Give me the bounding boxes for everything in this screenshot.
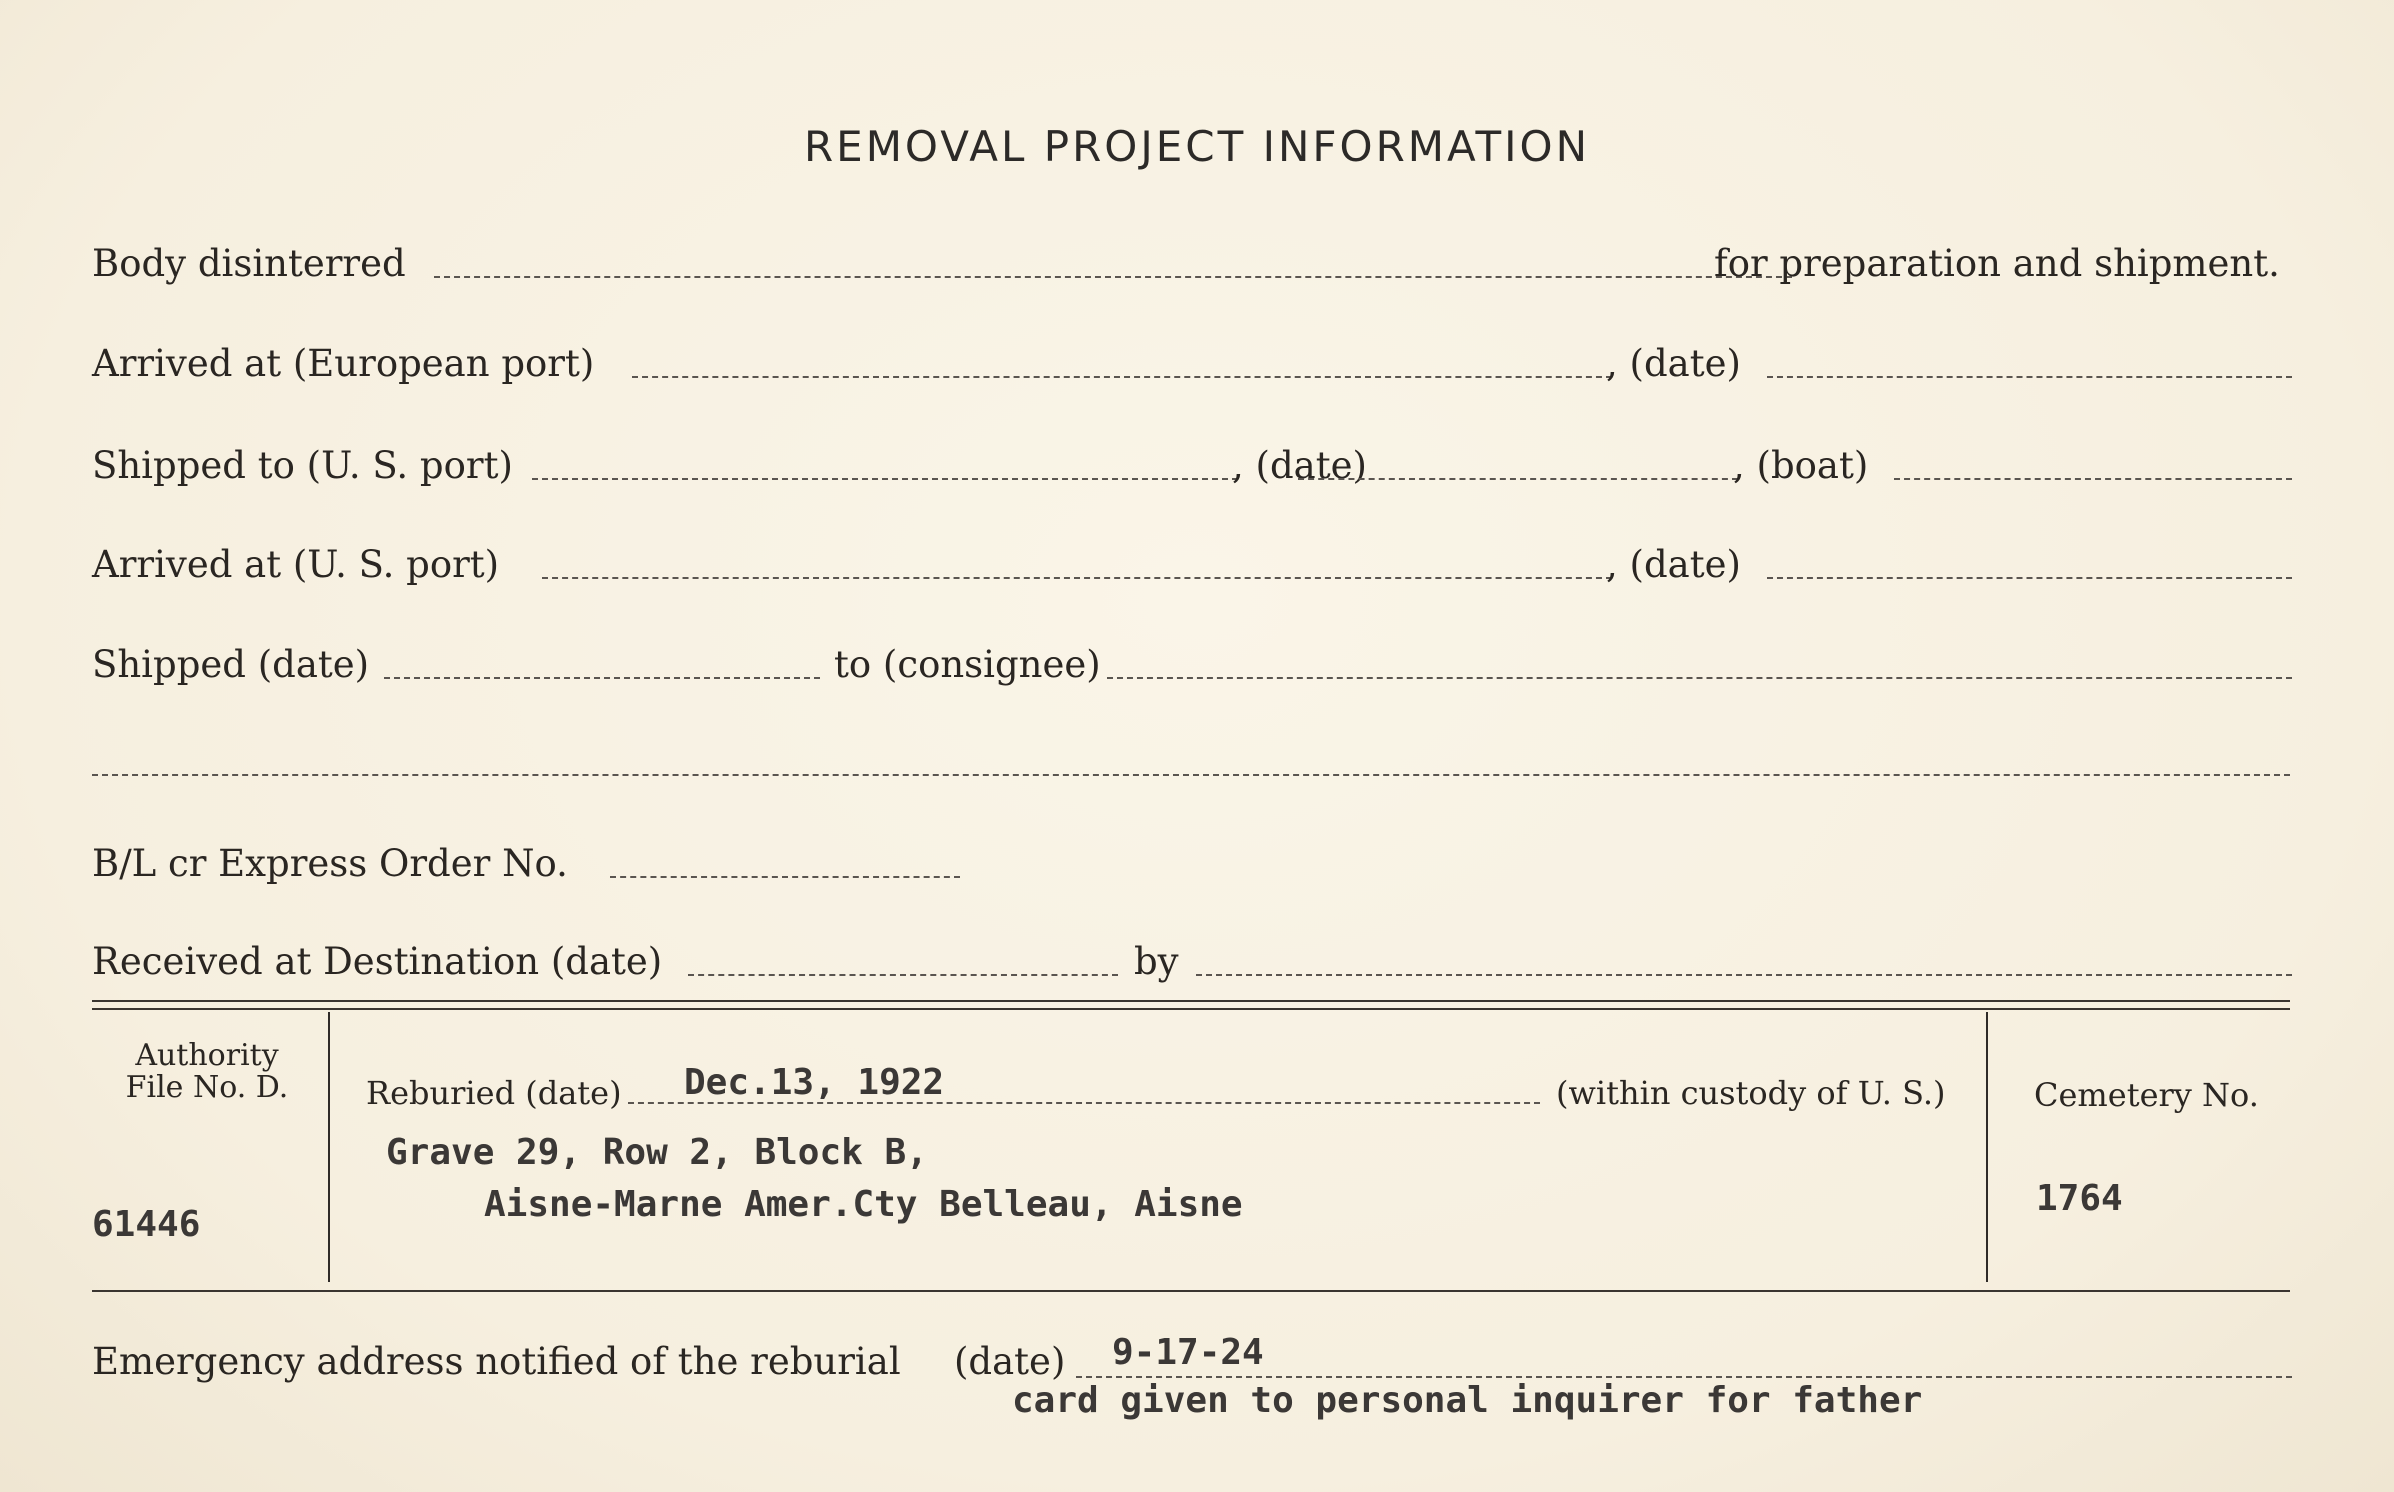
shipped-to-label: Shipped to (U. S. port) — [92, 444, 513, 487]
arrived-us-label: Arrived at (U. S. port) — [92, 543, 500, 586]
to-consignee-label: to (consignee) — [834, 643, 1101, 686]
authority-label-line1: Authority — [135, 1038, 279, 1073]
box-top-rule-2 — [92, 1008, 2290, 1010]
consignee-field — [1107, 677, 2292, 679]
cemetery-label: Cemetery No. — [2034, 1076, 2259, 1114]
shipped-to-row — [92, 438, 2292, 494]
received-row — [92, 934, 2292, 990]
body-disinterred-row — [92, 236, 2292, 292]
box-bottom-rule — [92, 1290, 2290, 1292]
box-top-rule — [92, 1000, 2290, 1002]
grave-line-1: Grave 29, Row 2, Block B, — [386, 1132, 928, 1173]
by-label: by — [1134, 940, 1179, 983]
cemetery-number: 1764 — [2036, 1178, 2123, 1219]
date-label-1: , (date) — [1606, 342, 1741, 385]
grave-line-2: Aisne-Marne Amer.Cty Belleau, Aisne — [484, 1184, 1243, 1225]
box-divider-right — [1986, 1012, 1988, 1282]
arrived-us-row — [92, 537, 2292, 593]
date-label-2: , (date) — [1232, 444, 1367, 487]
received-label: Received at Destination (date) — [92, 940, 663, 983]
box-divider-left — [328, 1012, 330, 1282]
arrived-european-label: Arrived at (European port) — [92, 342, 595, 385]
bl-order-label: B/L cr Express Order No. — [92, 842, 568, 885]
emergency-date-field — [1076, 1376, 2292, 1378]
body-disinterred-field — [434, 276, 1792, 278]
date-field-2 — [1298, 478, 1738, 480]
bl-order-row — [92, 836, 2292, 892]
received-date-field — [688, 974, 1118, 976]
date-label-3: , (date) — [1606, 543, 1741, 586]
arrived-us-port-field — [542, 577, 1612, 579]
arrived-european-row — [92, 336, 2292, 392]
emergency-date-value: 9-17-24 — [1112, 1332, 1264, 1373]
card-title: REMOVAL PROJECT INFORMATION — [803, 122, 1591, 171]
authority-label-line2: File No. D. — [125, 1070, 289, 1105]
bl-order-field — [610, 876, 960, 878]
authority-file-number: 61446 — [92, 1204, 201, 1245]
us-port-field — [532, 478, 1238, 480]
shipped-date-field — [384, 677, 820, 679]
received-by-field — [1196, 974, 2292, 976]
shipped-date-label: Shipped (date) — [92, 643, 370, 686]
custody-label: (within custody of U. S.) — [1556, 1074, 1946, 1112]
boat-label: , (boat) — [1733, 444, 1869, 487]
emergency-date-label: (date) — [954, 1340, 1066, 1383]
for-preparation-label: for preparation and shipment. — [1714, 242, 2280, 285]
european-port-field — [632, 376, 1612, 378]
reburied-label: Reburied (date) — [366, 1074, 622, 1112]
emergency-note: card given to personal inquirer for father — [1012, 1380, 1923, 1421]
authority-label — [112, 1040, 302, 1104]
date-field-3 — [1767, 577, 2292, 579]
reburied-date-value: Dec.13, 1922 — [684, 1062, 945, 1103]
body-disinterred-label: Body disinterred — [92, 242, 406, 285]
shipped-date-row — [92, 637, 2292, 693]
consignee-continuation-field — [92, 774, 2290, 776]
emergency-label: Emergency address notified of the reburial — [92, 1340, 901, 1383]
date-field-1 — [1767, 376, 2292, 378]
boat-field — [1894, 478, 2292, 480]
